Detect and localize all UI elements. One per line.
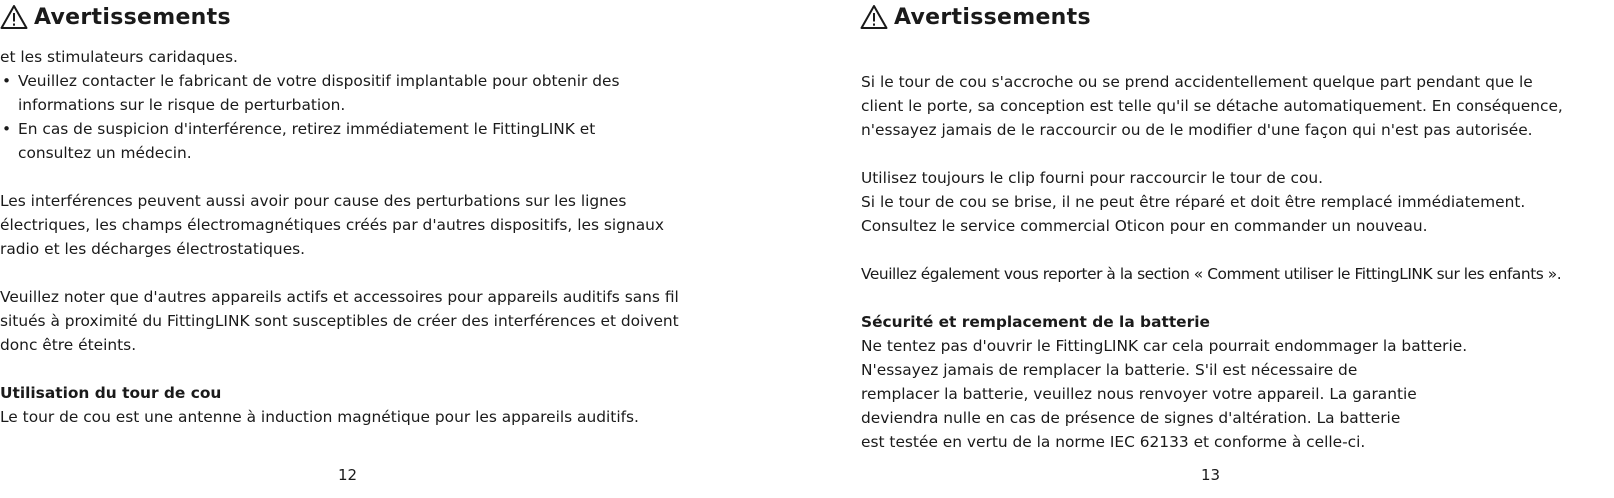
right-page — [807, 0, 1614, 498]
bullet-item: • Veuillez contacter le fabricant de votre dispositif implantable pour obtenir des informations sur le risque de perturbation. — [0, 69, 720, 117]
right-body-text — [861, 70, 1601, 454]
paragraph: Veuillez noter que d'autres appareils actifs et accessoires pour appareils auditifs sans fil situés à proximité du FittingLINK sont susceptibles de créer des interférences et doivent donc être éteints. — [0, 288, 679, 354]
page-heading — [860, 4, 1091, 30]
bullet-item: • En cas de suspicion d'interférence, retirez immédiatement le FittingLINK et consultez un médecin. — [0, 117, 720, 165]
paragraph: Veuillez également vous reporter à la section « Comment utiliser le FittingLINK sur les enfants ». — [861, 265, 1562, 283]
page-heading — [0, 4, 231, 30]
warning-triangle-icon — [860, 4, 888, 30]
left-body-text — [0, 45, 720, 429]
warning-triangle-icon — [0, 4, 28, 30]
intro-line: et les stimulateurs caridaques. — [0, 48, 238, 66]
paragraph: Ne tentez pas d'ouvrir le FittingLINK car cela pourrait endommager la batterie. N'essayez jamais de remplacer la batterie. S'il est nécessaire de remplacer la batterie, veuillez nous renvoyer votre appareil. La garantie deviendra nulle en cas de présence de signes d'altération. La batterie est testée en vertu de la norme IEC 62133 et conforme à celle-ci. — [861, 337, 1468, 451]
page-number: 13 — [1201, 466, 1221, 484]
bullet-list — [0, 69, 720, 165]
section-subheading: Sécurité et remplacement de la batterie — [861, 313, 1210, 331]
paragraph: Si le tour de cou s'accroche ou se prend accidentellement quelque part pendant que le client le porte, sa conception est telle qu'il se détache automatiquement. En conséquence, n'essayez jamais de le raccourcir ou de le modifier d'une façon qui n'est pas autorisée. — [861, 73, 1563, 139]
section-subheading: Utilisation du tour de cou — [0, 384, 222, 402]
heading-text: Avertissements — [894, 4, 1091, 30]
paragraph: Les interférences peuvent aussi avoir pour cause des perturbations sur les lignes électriques, les champs électromagnétiques créés par d'autres dispositifs, les signaux radio et les décharges électrostatiques. — [0, 192, 664, 258]
page-number: 12 — [338, 466, 358, 484]
paragraph: Le tour de cou est une antenne à induction magnétique pour les appareils auditifs. — [0, 408, 639, 426]
paragraph: Utilisez toujours le clip fourni pour raccourcir le tour de cou. Si le tour de cou se brise, il ne peut être réparé et doit être remplacé immédiatement. Consultez le service commercial Oticon pour en commander un nouveau. — [861, 169, 1526, 235]
heading-text: Avertissements — [34, 4, 231, 30]
